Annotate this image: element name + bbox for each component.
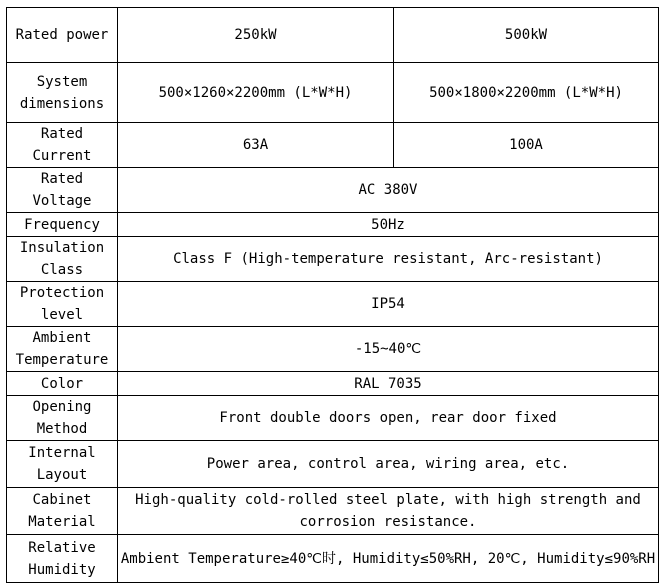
cell-value-500kw: 100A (394, 123, 659, 168)
cell-value: -15~40℃ (118, 327, 659, 372)
cell-value: Front double doors open, rear door fixed (118, 396, 659, 441)
row-label: Ambient Temperature (7, 327, 118, 372)
cell-value: 50Hz (118, 213, 659, 237)
cell-value: Class F (High-temperature resistant, Arc-resistant) (118, 237, 659, 282)
cell-value: Power area, control area, wiring area, etc. (118, 441, 659, 488)
cell-value-250kw: 250kW (118, 8, 394, 63)
table-row (7, 535, 659, 583)
table-row (7, 372, 659, 396)
row-label: Color (7, 372, 118, 396)
row-label: Rated power (7, 8, 118, 63)
cell-value: Ambient Temperature≥40℃时, Humidity≤50%RH, 20℃, Humidity≤90%RH (118, 535, 659, 583)
table-row (7, 327, 659, 372)
cell-value-500kw: 500kW (394, 8, 659, 63)
table-row (7, 63, 659, 123)
table-row (7, 237, 659, 282)
row-label: Rated Voltage (7, 168, 118, 213)
row-label: Internal Layout (7, 441, 118, 488)
specification-table (6, 7, 659, 583)
table-row (7, 282, 659, 327)
row-label: Cabinet Material (7, 488, 118, 535)
row-label: Protection level (7, 282, 118, 327)
table-row (7, 441, 659, 488)
cell-value-250kw: 63A (118, 123, 394, 168)
table-row (7, 213, 659, 237)
table-row (7, 8, 659, 63)
row-label: Rated Current (7, 123, 118, 168)
cell-value-250kw: 500×1260×2200mm (L*W*H) (118, 63, 394, 123)
row-label: Insulation Class (7, 237, 118, 282)
table-row (7, 168, 659, 213)
row-label: Opening Method (7, 396, 118, 441)
table-row (7, 396, 659, 441)
table-row (7, 123, 659, 168)
cell-value: High-quality cold-rolled steel plate, with high strength and corrosion resistance. (118, 488, 659, 535)
cell-value-500kw: 500×1800×2200mm (L*W*H) (394, 63, 659, 123)
cell-value: IP54 (118, 282, 659, 327)
table-row (7, 488, 659, 535)
cell-value: RAL 7035 (118, 372, 659, 396)
row-label: Frequency (7, 213, 118, 237)
row-label: System dimensions (7, 63, 118, 123)
cell-value: AC 380V (118, 168, 659, 213)
row-label: Relative Humidity (7, 535, 118, 583)
